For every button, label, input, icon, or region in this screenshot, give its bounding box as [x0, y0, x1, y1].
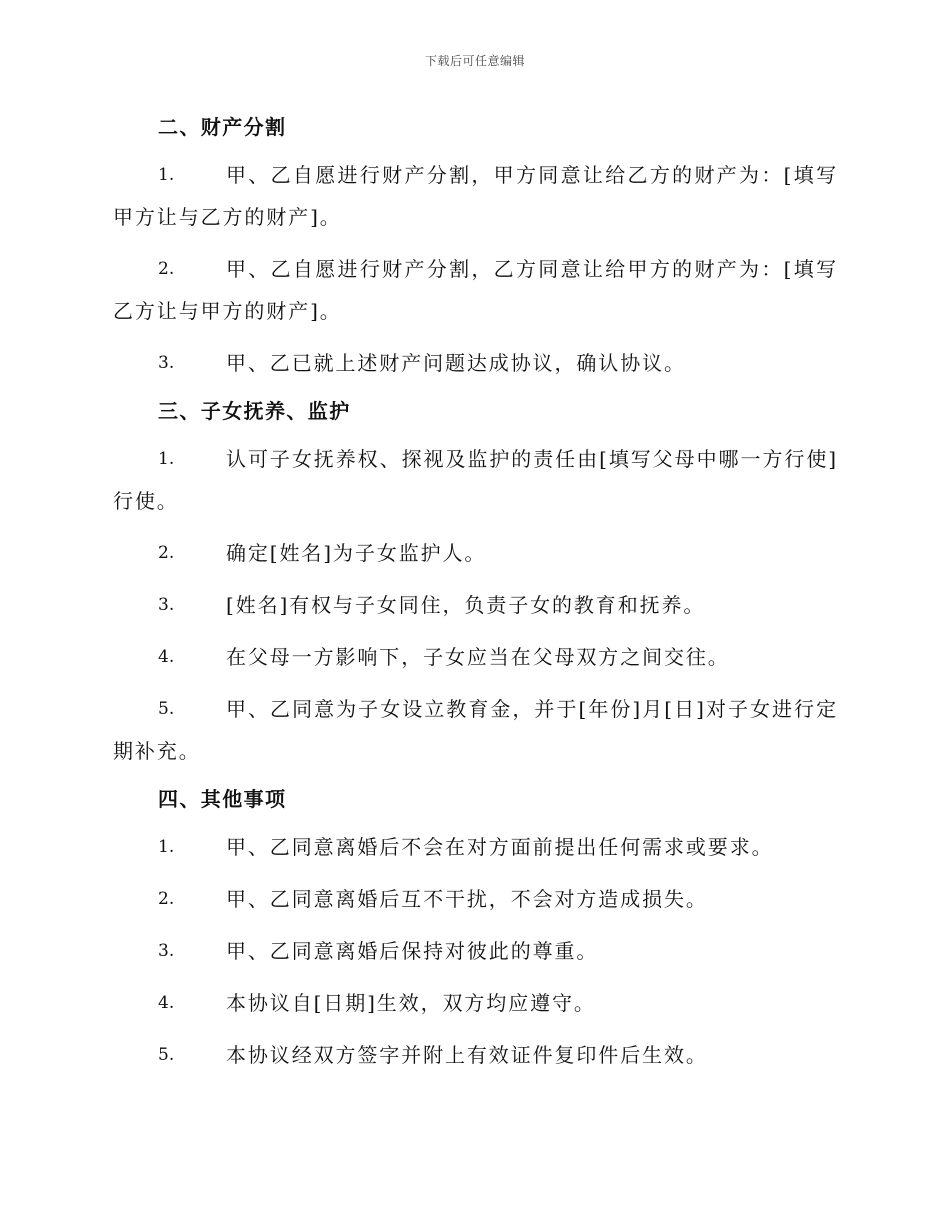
clause-number: 2. — [158, 543, 175, 563]
clause-text: 甲、乙同意为子女设立教育金，并于[年份]月[日]对子女进行定期补充。 — [113, 697, 838, 763]
clause-number: 1. — [158, 837, 175, 857]
clause-text: 在父母一方影响下，子女应当在父母双方之间交往。 — [226, 645, 730, 669]
clause-item — [113, 438, 838, 522]
clause-text: 甲、乙自愿进行财产分割，甲方同意让给乙方的财产为：[填写甲方让与乙方的财产]。 — [113, 163, 838, 229]
clause-number: 5. — [158, 699, 175, 719]
clause-text: 甲、乙已就上述财产问题达成协议，确认协议。 — [226, 351, 686, 375]
clause-text: 确定[姓名]为子女监护人。 — [226, 541, 487, 565]
clause-text: 甲、乙同意离婚后互不干扰，不会对方造成损失。 — [226, 887, 708, 911]
section-child-custody — [113, 394, 838, 772]
clause-number: 1. — [158, 165, 175, 185]
clause-item — [113, 584, 838, 626]
clause-number: 4. — [158, 993, 175, 1013]
clause-item — [113, 636, 838, 678]
clause-text: 甲、乙同意离婚后不会在对方面前提出任何需求或要求。 — [226, 835, 774, 859]
clause-item — [113, 930, 838, 972]
clause-text: 本协议经双方签字并附上有效证件复印件后生效。 — [226, 1043, 708, 1067]
section-property-division — [113, 110, 838, 384]
clause-item — [113, 1034, 838, 1076]
header-note: 下载后可任意编辑 — [424, 54, 525, 68]
clause-text: 本协议自[日期]生效，双方均应遵守。 — [226, 991, 596, 1015]
clause-item — [113, 248, 838, 332]
section-other-matters — [113, 782, 838, 1076]
clause-number: 2. — [158, 889, 175, 909]
clause-text: [姓名]有权与子女同住，负责子女的教育和抚养。 — [226, 593, 706, 617]
clause-item — [113, 826, 838, 868]
clause-number: 4. — [158, 647, 175, 667]
clause-text: 甲、乙同意离婚后保持对彼此的尊重。 — [226, 939, 599, 963]
clause-number: 2. — [158, 259, 175, 279]
clause-text: 甲、乙自愿进行财产分割，乙方同意让给甲方的财产为：[填写乙方让与甲方的财产]。 — [113, 257, 838, 323]
clause-item — [113, 878, 838, 920]
section-title: 四、其他事项 — [158, 787, 287, 811]
clause-item — [113, 154, 838, 238]
clause-text: 认可子女抚养权、探视及监护的责任由[填写父母中哪一方行使]行使。 — [113, 447, 838, 513]
section-title: 三、子女抚养、监护 — [158, 399, 351, 423]
clause-item — [113, 982, 838, 1024]
clause-number: 3. — [158, 353, 175, 373]
clause-number: 1. — [158, 449, 175, 469]
clause-number: 5. — [158, 1045, 175, 1065]
clause-item — [113, 532, 838, 574]
document-body — [113, 110, 838, 1076]
clause-number: 3. — [158, 941, 175, 961]
section-title: 二、财产分割 — [158, 115, 287, 139]
clause-number: 3. — [158, 595, 175, 615]
clause-item — [113, 342, 838, 384]
clause-item — [113, 688, 838, 772]
